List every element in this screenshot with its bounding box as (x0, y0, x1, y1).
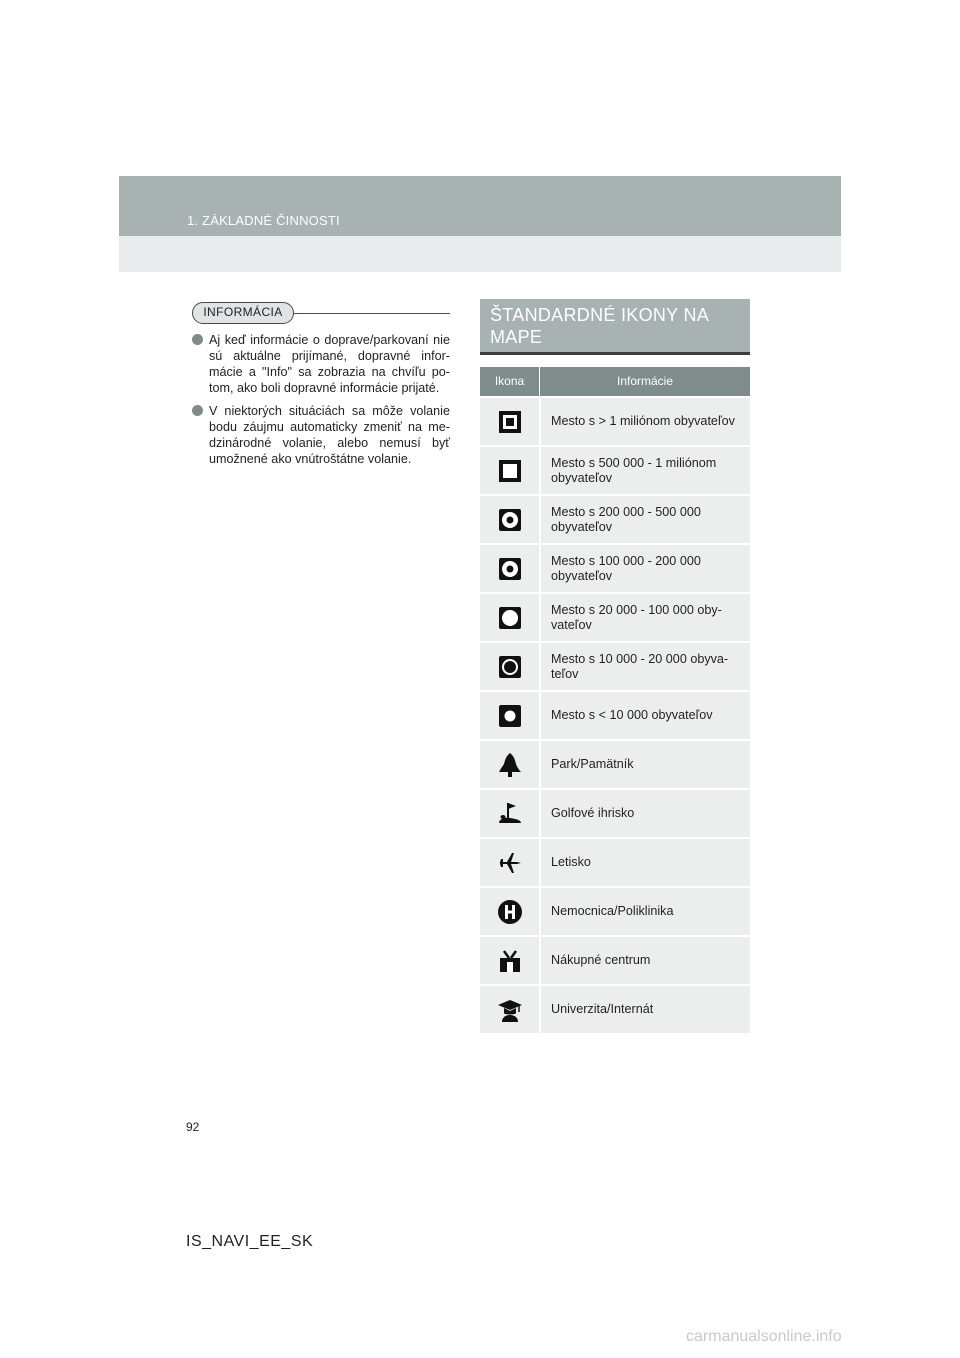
info-item (192, 403, 450, 467)
section-title: 1. ZÁKLADNÉ ČINNOSTI (187, 213, 340, 228)
table-row (480, 886, 750, 935)
airplane-icon (497, 850, 523, 876)
table-row (480, 739, 750, 788)
row-info: Golfové ihrisko (539, 790, 750, 837)
standard-icons-heading: ŠTANDARDNÉ IKONY NA MAPE (480, 299, 750, 352)
table-row (480, 788, 750, 837)
header-subband (119, 236, 841, 272)
row-info: Nákupné centrum (539, 937, 750, 984)
row-info: Mesto s 500 000 - 1 miliónom obyvateľov (539, 447, 750, 494)
table-row (480, 935, 750, 984)
city-over-1m-icon (497, 409, 523, 435)
column-header-info: Informácie (539, 367, 750, 396)
row-info: Mesto s 200 000 - 500 000 obyvateľov (539, 496, 750, 543)
shopping-icon (497, 948, 523, 974)
table-header (480, 367, 750, 396)
info-item (192, 332, 450, 396)
row-info: Nemocnica/Poliklinika (539, 888, 750, 935)
column-header-icon: Ikona (494, 374, 525, 388)
table-row (480, 396, 750, 445)
page-number: 92 (186, 1120, 200, 1134)
info-list (192, 332, 450, 474)
city-100k-200k-icon (497, 556, 523, 582)
row-info: Letisko (539, 839, 750, 886)
row-info: Univerzita/Internát (539, 986, 750, 1033)
document-code: IS_NAVI_EE_SK (186, 1233, 314, 1250)
graduation-cap-icon (497, 997, 523, 1023)
info-text: Aj keď informácie o doprave/parkovaní nie sú aktuálne prijímané, dopravné infor-mácie a "Info" sa zobrazia na chvíľu po-tom, ako boli dopravné informácie prijaté. (209, 333, 450, 395)
row-info: Mesto s < 10 000 obyvateľov (539, 692, 750, 739)
watermark: carmanualsonline.info (686, 1328, 842, 1345)
table-row (480, 641, 750, 690)
golf-icon (497, 801, 523, 827)
city-under-10k-icon (497, 703, 523, 729)
table-row (480, 494, 750, 543)
info-tag: INFORMÁCIA (192, 302, 294, 324)
city-500k-1m-icon (497, 458, 523, 484)
city-20k-100k-icon (497, 605, 523, 631)
table-row (480, 543, 750, 592)
heading-rule (480, 352, 750, 355)
table-row (480, 690, 750, 739)
row-info: Mesto s 20 000 - 100 000 oby-vateľov (539, 594, 750, 641)
table-row (480, 445, 750, 494)
bullet-icon (192, 405, 203, 416)
city-10k-20k-icon (497, 654, 523, 680)
row-info: Mesto s 100 000 - 200 000 obyvateľov (539, 545, 750, 592)
info-text: V niektorých situáciách sa môže volanie bodu záujmu automaticky zmeniť na me-dzinárodné volanie, alebo nemusí byť umožnené ako vnútroštátne volanie. (209, 404, 450, 466)
park-tree-icon (497, 752, 523, 778)
table-row (480, 984, 750, 1033)
table-row (480, 592, 750, 641)
row-info: Park/Pamätník (539, 741, 750, 788)
table-row (480, 837, 750, 886)
row-info: Mesto s > 1 miliónom obyvateľov (539, 398, 750, 445)
row-info: Mesto s 10 000 - 20 000 obyva-teľov (539, 643, 750, 690)
bullet-icon (192, 334, 203, 345)
hospital-icon (497, 899, 523, 925)
city-200k-500k-icon (497, 507, 523, 533)
icons-table (480, 367, 750, 1033)
